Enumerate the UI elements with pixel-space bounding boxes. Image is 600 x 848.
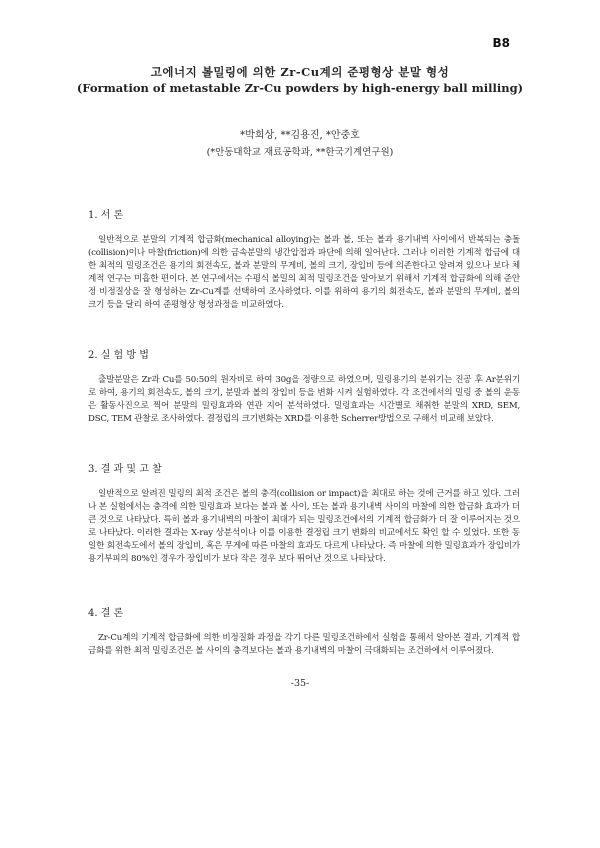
authors: *박희상, **김용진, *안중호 xyxy=(240,130,360,141)
abstract-code: B8 xyxy=(492,36,510,50)
section-heading: 1. 서 론 xyxy=(88,210,124,221)
section-introduction xyxy=(88,206,520,313)
section-heading: 2. 실 험 방 법 xyxy=(88,350,149,361)
affiliation: (*안동대학교 재료공학과, **한국기계연구원) xyxy=(206,147,394,158)
section-heading: 3. 결 과 및 고 찰 xyxy=(88,464,162,475)
section-heading: 4. 결 론 xyxy=(88,608,124,619)
title-korean: 고에너지 볼밀링에 의한 Zr-Cu계의 준평형상 분말 형성 xyxy=(150,65,450,79)
section-body: 일반적으로 알려진 밀링의 최적 조건은 볼의 충격(collision or impact)을 최대로 하는 것에 근거를 하고 있다. 그러나 본 실험에서는 충격에 의한 밀링효과 보다는 볼과 볼 사이, 또는 볼과 용기내벽 사이의 마찰에 의한 합금화 효과가 더 큰 것으로 나타났다. 특히 볼과 용기내벽의 마찰이 최대가 되는 밀링조건에서의 기계적 합금화가 더 잘 이루어지는 것으로 나타났다. 이러한 결과는 X-ray 상분석이나 이를 이용한 결정립 크기 변화의 비교에서도 확인 할 수 있었다. 또한 동일한 회전속도에서 볼의 장입비, 혹은 무게에 따른 마찰의 효과도 다르게 나타났다. 즉 마찰에 의한 밀링효과가 장입비가 용기부피의 80%인 경우가 장입비가 보다 작은 경우 보다 뛰어난 것으로 나타났다. xyxy=(88,489,520,565)
page-number: -35- xyxy=(290,678,310,689)
section-body: Zr-Cu계의 기계적 합금화에 의한 비정질화 과정을 각기 다른 밀링조건하에서 실험을 통해서 알아본 결과, 기계적 합금화를 위한 최적 밀링조건은 볼 사이의 충격보다는 볼과 용기내벽의 마찰이 극대화되는 조건하에서 이루어졌다. xyxy=(88,633,520,657)
section-body: 출발분말은 Zr과 Cu를 50:50의 원자비로 하여 30g을 정량으로 하였으며, 밀링용기의 분위기는 진공 후 Ar분위기로 하여, 용기의 회전속도, 볼의 크기, 분말과 볼의 장입비 등을 변화 시켜 실험하였다. 각 조건에서의 밀링 중 볼의 운동은 활동사진으로 찍어 분말의 밀링효과와 연관 지어 분석하였다. 밀링효과는 시간별로 채취한 분말의 XRD, SEM, DSC, TEM 관찰로 조사하였다. 결정립의 크기변화는 XRD를 이용한 Scherrer방법으로 구해서 비교해 보았다. xyxy=(88,375,520,425)
section-body: 일반적으로 분말의 기계적 합금화(mechanical alloying)는 볼과 볼, 또는 볼과 용기내벽 사이에서 반복되는 충돌(collision)이나 마찰(friction)에 의한 금속분말의 냉간압접과 파단에 의해 일어난다. 그러나 이러한 기계적 합금에 대한 최적의 밀링조건은 용기의 회전속도, 볼과 분말의 무게비, 볼의 크기, 장입비 등에 의존한다고 알려져 있으나 보다 체계적 연구는 미흡한 편이다. 본 연구에서는 수평식 볼밀의 최적 밀링조건을 알아보기 위해서 기계적 합금화에 의해 준안정 비정질상을 잘 형성하는 Zr-Cu계를 선택하여 조사하였다. 이를 위하여 용기의 회전속도, 볼과 분말의 무게비, 볼의 크기 등을 달리 하여 준평형상 형성과정을 비교하였다. xyxy=(88,235,520,311)
section-methods xyxy=(88,346,520,426)
section-conclusion xyxy=(88,604,520,658)
section-results xyxy=(88,460,520,567)
title-english: (Formation of metastable Zr-Cu powders by high-energy ball milling) xyxy=(76,81,524,95)
